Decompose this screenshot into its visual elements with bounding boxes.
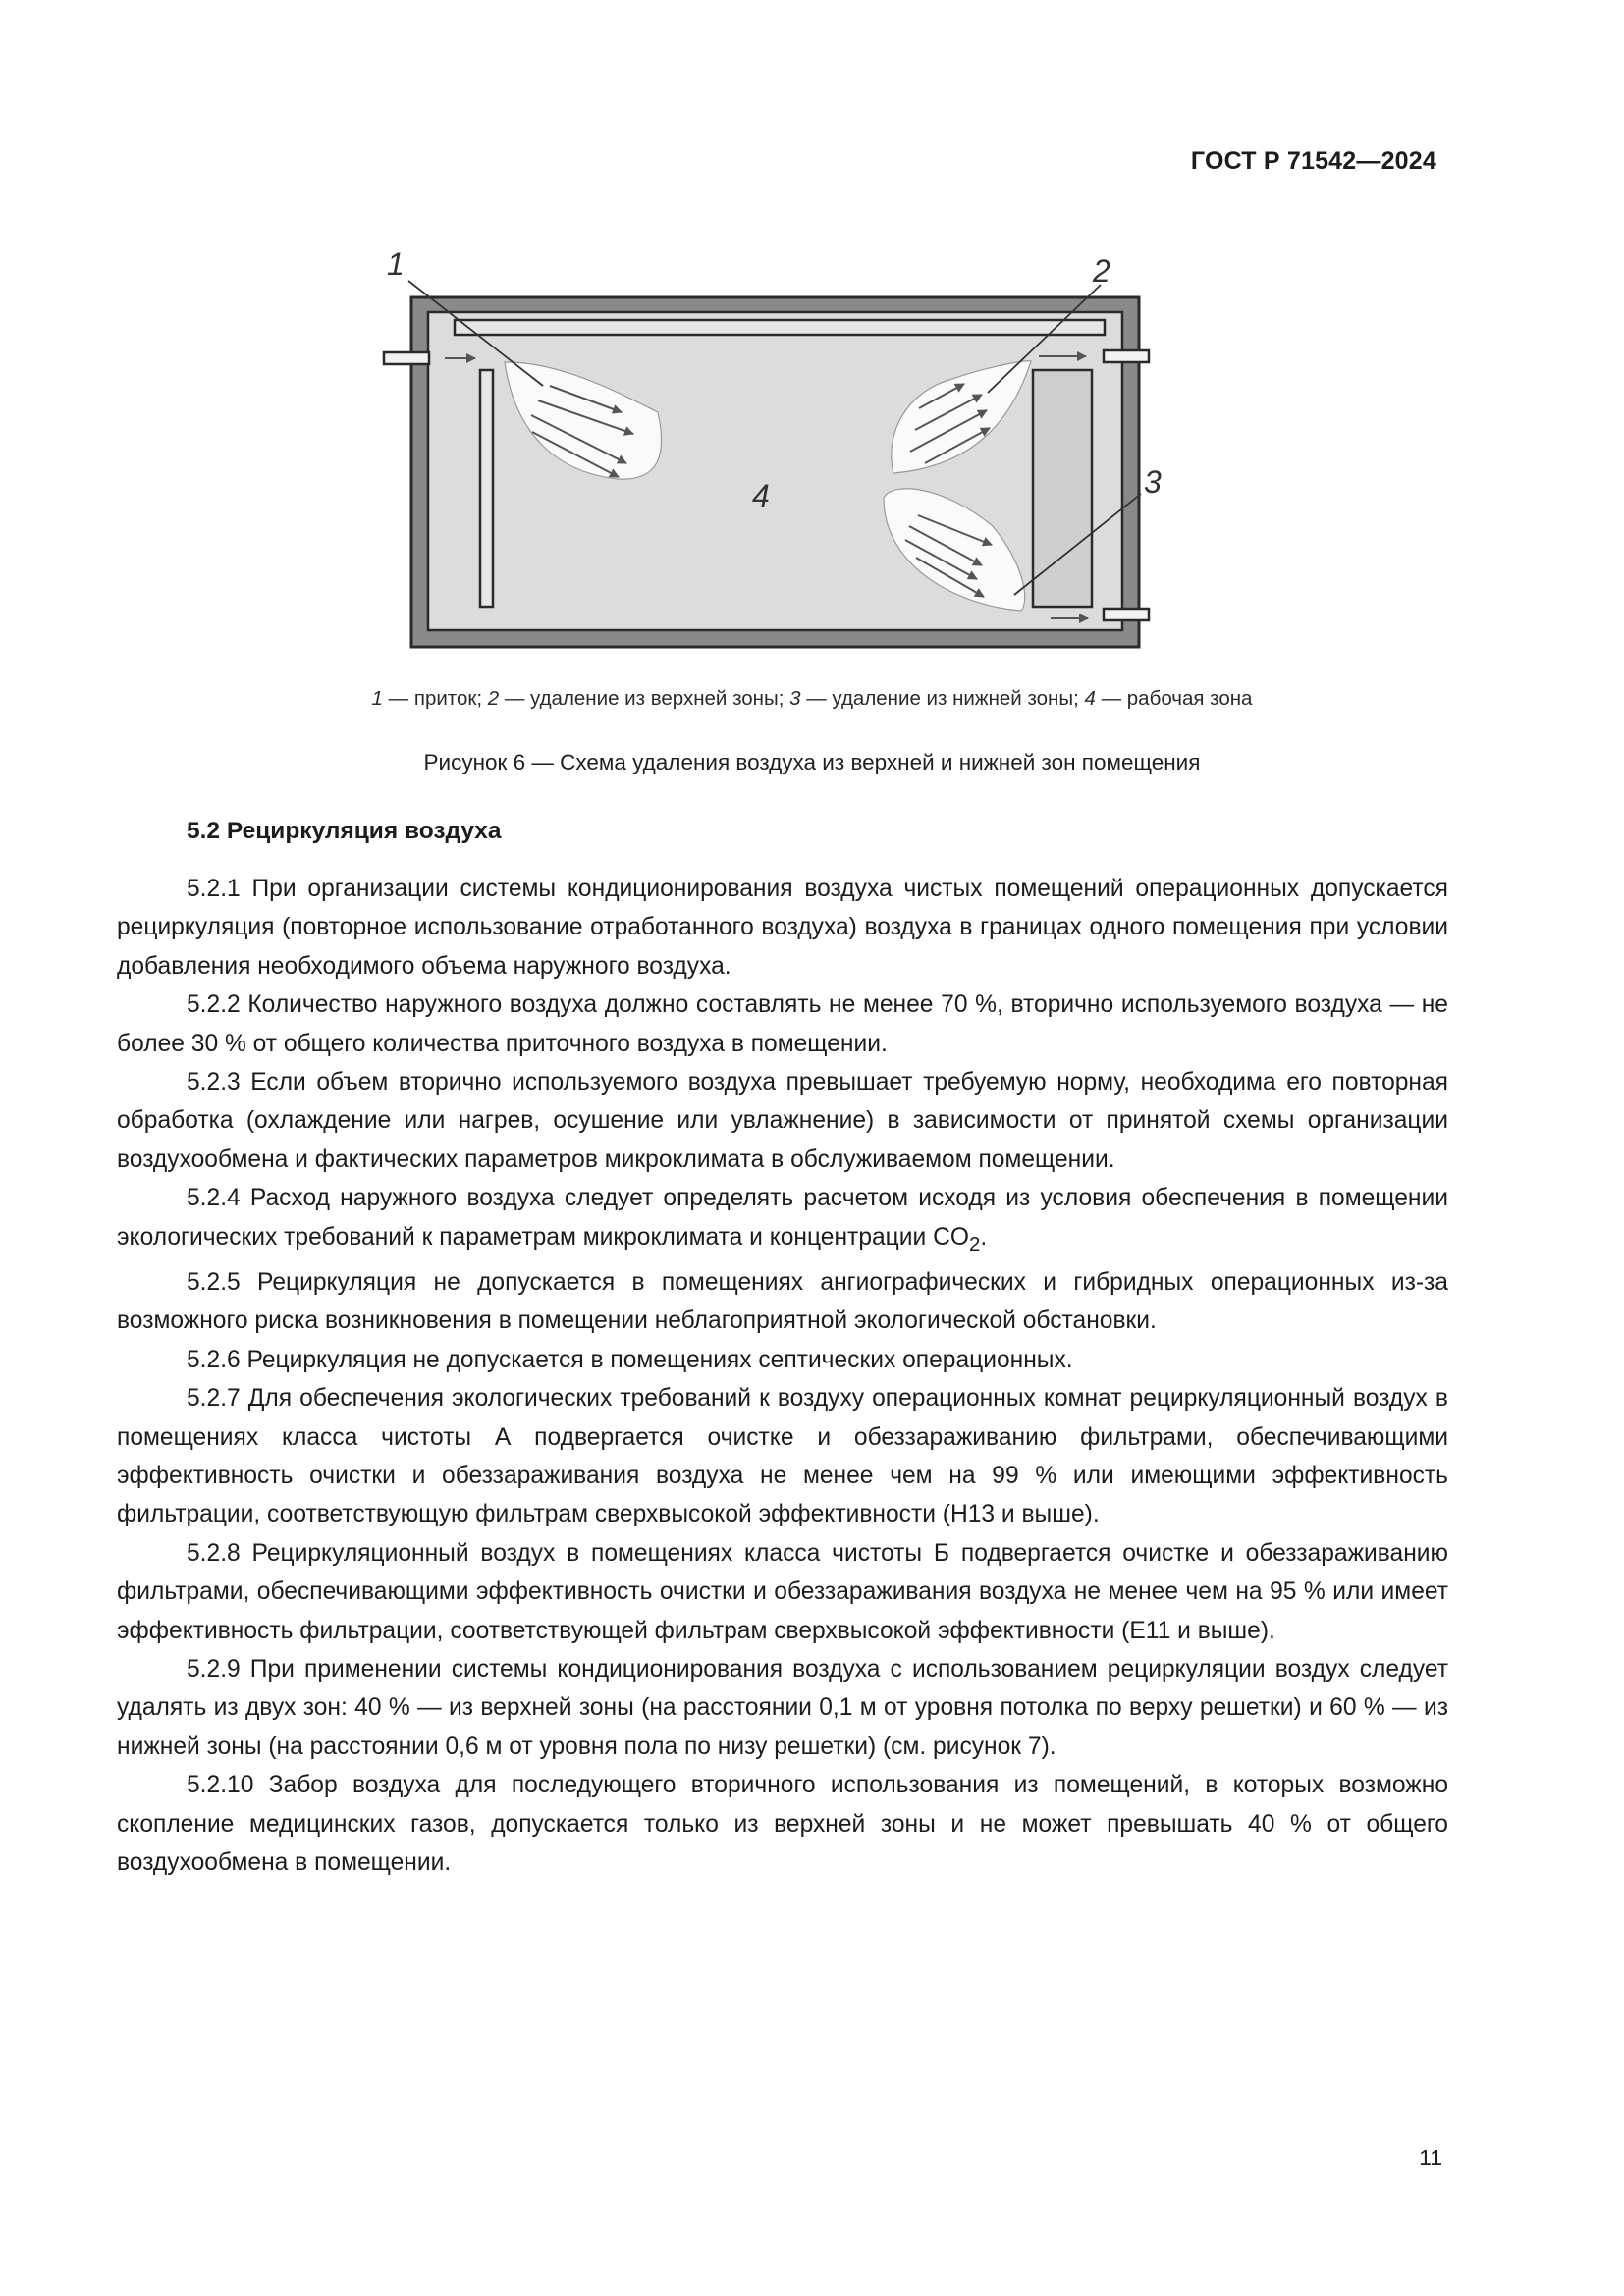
- paragraph: 5.2.10 Забор воздуха для последующего вторичного использования из помещений, в которых возможно скопление медицинских газов, допускается только из верхней зоны и не может превышать 40 % от общего воздухообмена в помещении.: [117, 1772, 1448, 1877]
- paragraph: 5.2.1 При организации системы кондиционирования воздуха чистых помещений операционных допускается рециркуляция (повторное использование отработанного воздуха) воздуха в границах одного помещения при условии добавления необходимого объема наружного воздуха.: [117, 876, 1448, 980]
- legend-num-3: 3: [789, 687, 801, 710]
- left-panel: [480, 370, 493, 607]
- co2-subscript: 2: [968, 1232, 981, 1255]
- paragraph: 5.2.6 Рециркуляция не допускается в помещениях септических операционных.: [187, 1346, 1073, 1373]
- figure-label-3: 3: [1144, 464, 1162, 500]
- legend-text-4: — рабочая зона: [1095, 687, 1253, 710]
- paragraph: 5.2.7 Для обеспечения экологических требований к воздуху операционных комнат рециркуляционный воздух в помещениях класса чистоты А подвергается очистке и обеззараживанию фильтрами, обеспечивающими эффективность очистки и обеззараживания воздуха не менее чем на 99 % или имеющими эффективность фильтрации, соответствующую фильтрам сверхвысокой эффективности (Н13 и выше).: [117, 1385, 1448, 1528]
- paragraph: 5.2.8 Рециркуляционный воздух в помещениях класса чистоты Б подвергается очистке и обеззараживанию фильтрами, обеспечивающими эффективность очистки и обеззараживания воздуха не менее чем на 95 % или имеет эффективность фильтрации, соответствующей фильтрам сверхвысокой эффективности (Е11 и выше).: [117, 1539, 1448, 1644]
- outlet-top-right: [1104, 350, 1149, 362]
- supply-duct: [455, 320, 1105, 335]
- paragraph-5-2-4: [117, 1179, 1448, 1263]
- exhaust-duct: [1033, 370, 1092, 607]
- legend-num-4: 4: [1084, 687, 1096, 710]
- inlet-left: [384, 352, 429, 364]
- figure-label-4: 4: [752, 478, 770, 513]
- body-text: [117, 870, 1448, 1882]
- figure-label-2: 2: [1093, 253, 1110, 289]
- paragraph: 5.2.2 Количество наружного воздуха должно составлять не менее 70 %, вторично используемого воздуха — не более 30 % от общего количества приточного воздуха в помещении.: [117, 991, 1448, 1057]
- paragraph: 5.2.9 При применении системы кондиционирования воздуха с использованием рециркуляции воздух следует удалять из двух зон: 40 % — из верхней зоны (на расстоянии 0,1 м от уровня потолка по верху решетки) и 60 % — из нижней зоны (на расстоянии 0,6 м от уровня пола по низу решетки) (см. рисунок 7).: [117, 1656, 1448, 1760]
- outlet-bottom-right: [1104, 609, 1149, 620]
- ventilation-diagram: [363, 245, 1162, 658]
- paragraph-5-2-4-text: 5.2.4 Расход наружного воздуха следует определять расчетом исходя из условия обеспечения в помещении экологических требований к параметрам микроклимата и концентрации CO: [117, 1185, 1448, 1251]
- figure-label-1: 1: [387, 246, 405, 282]
- legend-num-1: 1: [371, 687, 383, 710]
- legend-num-2: 2: [487, 687, 500, 710]
- figure-caption: Рисунок 6 — Схема удаления воздуха из верхней и нижней зон помещения: [423, 750, 1201, 774]
- section-title: 5.2 Рециркуляция воздуха: [187, 818, 502, 844]
- document-header: ГОСТ Р 71542—2024: [1190, 147, 1436, 175]
- paragraph-5-2-4-end: .: [980, 1223, 988, 1251]
- page-number: 11: [1419, 2145, 1442, 2170]
- legend-text-1: — приток;: [382, 687, 488, 710]
- paragraph: 5.2.3 Если объем вторично используемого воздуха превышает требуемую норму, необходима его повторная обработка (охлаждение или нагрев, осушение или увлажнение) в зависимости от принятой схемы организации воздухообмена и фактических параметров микроклимата в обслуживаемом помещении.: [117, 1069, 1448, 1173]
- legend-text-2: — удаление из верхней зоны;: [499, 687, 790, 710]
- paragraph: 5.2.5 Рециркуляция не допускается в помещениях ангиографических и гибридных операционных из-за возможного риска возникновения в помещении неблагоприятной экологической обстановки.: [117, 1268, 1448, 1335]
- legend-text-3: — удаление из нижней зоны;: [800, 687, 1085, 710]
- figure-legend: [0, 687, 1624, 711]
